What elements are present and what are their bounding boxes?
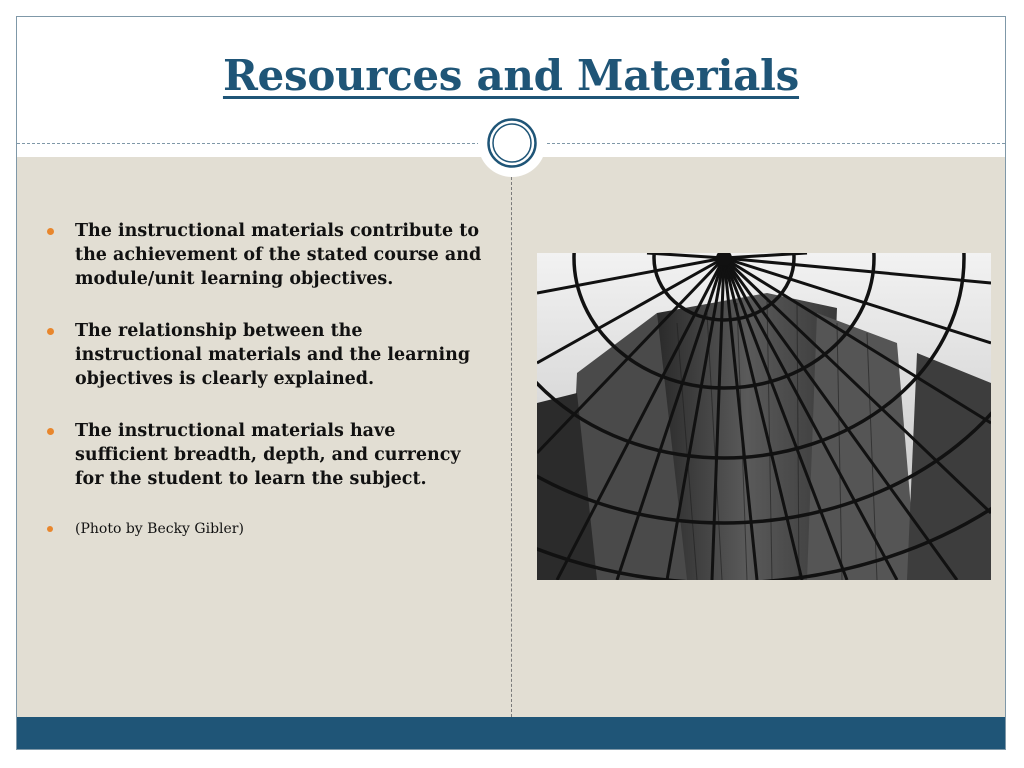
photo-credit-text: (Photo by Becky Gibler) (75, 521, 244, 537)
footer-bar (17, 717, 1005, 750)
glass-dome-photo (537, 253, 991, 580)
column-divider (511, 177, 512, 717)
bullet-item (47, 319, 487, 391)
bullet-text: The relationship between the instructional materials and the learning objectives is clearly explained. (75, 321, 471, 389)
bullet-list (47, 219, 487, 567)
bullet-text: The instructional materials contribute to the achievement of the stated course and module/unit learning objectives. (75, 221, 482, 289)
bullet-item (47, 219, 487, 291)
bullet-dot-icon (47, 428, 54, 435)
dome-photo-image (537, 253, 991, 580)
bullet-dot-icon (47, 228, 54, 235)
photo-credit (47, 519, 487, 539)
slide (16, 16, 1006, 750)
bullet-text: The instructional materials have sufficient breadth, depth, and currency for the student to learn the subject. (75, 421, 461, 489)
bullet-item (47, 419, 487, 491)
slide-title: Resources and Materials (222, 51, 800, 100)
bullet-dot-icon (47, 526, 53, 532)
bullet-dot-icon (47, 328, 54, 335)
circle-ornament-icon (487, 118, 537, 168)
